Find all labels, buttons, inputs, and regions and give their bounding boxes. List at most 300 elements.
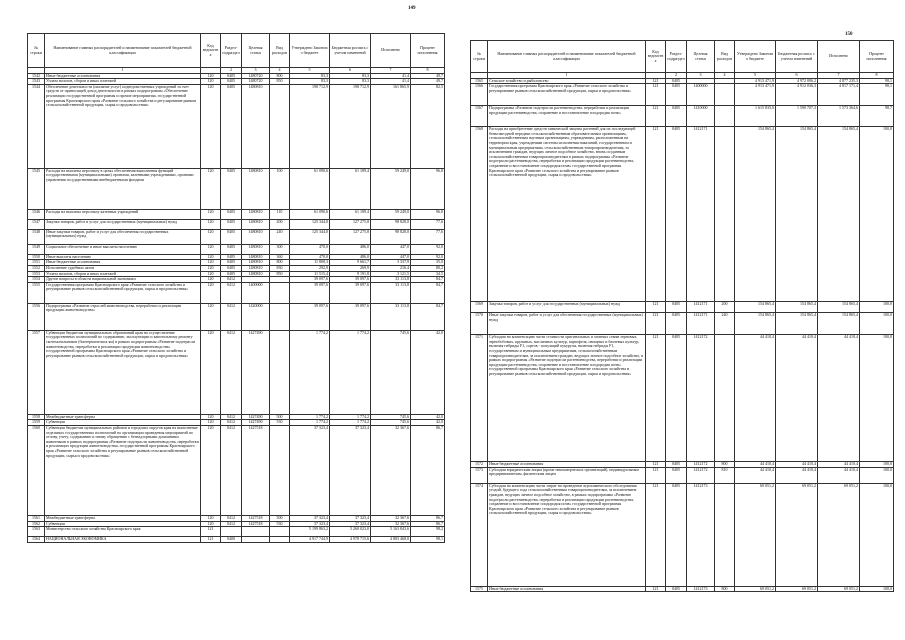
budget-schedule-amount: 69 051,2	[776, 483, 818, 586]
department-code: 120	[201, 425, 221, 515]
department-code: 120	[201, 254, 221, 260]
target-article-code: 1427518	[242, 515, 270, 521]
section-code: 0405	[666, 106, 687, 127]
department-code: 120	[201, 420, 221, 426]
execution-percent: 100,0	[860, 302, 894, 313]
row-number: 1569	[471, 302, 488, 313]
execution-percent: 92,0	[411, 244, 445, 254]
index-cell: 7	[818, 73, 860, 79]
approved-amount: 44 410,4	[735, 467, 776, 483]
index-cell: 3	[687, 73, 715, 79]
department-code: 121	[646, 78, 666, 84]
expense-type-code: 110	[270, 209, 290, 219]
budget-table	[27, 33, 445, 543]
index-cell: 6	[776, 73, 818, 79]
department-code: 120	[201, 414, 221, 420]
executed-amount: 4 817 171,4	[818, 84, 860, 106]
row-name: Иные бюджетные ассигнования	[488, 462, 646, 468]
budget-schedule-amount: 37 323,4	[330, 521, 371, 527]
row-number: 1556	[28, 303, 45, 330]
section-code: 0412	[221, 420, 242, 426]
expense-type-code: 800	[270, 260, 290, 266]
page-number: 150	[845, 32, 853, 37]
target-article-code: 1412171	[687, 127, 715, 302]
index-cell: 1	[488, 73, 646, 79]
index-cell: 5	[735, 73, 776, 79]
expense-type-code: 300	[270, 244, 290, 254]
table-row	[28, 209, 445, 219]
expense-type-code: 500	[270, 414, 290, 420]
section-code: 0405	[221, 84, 242, 168]
executed-amount: 32 367,6	[371, 515, 411, 521]
header-cell: № строки	[471, 41, 488, 73]
executed-amount: 447,0	[371, 244, 411, 254]
header-cell: Бюджетная роспись с учетом изменений	[776, 41, 818, 73]
target-article-code: 1412173	[687, 483, 715, 586]
budget-schedule-amount: 61 189,4	[330, 168, 371, 209]
execution-percent: 100,0	[860, 483, 894, 586]
table-row	[471, 313, 894, 335]
budget-schedule-amount: 154 865,4	[776, 127, 818, 302]
index-cell: 5	[290, 68, 330, 74]
expense-type-code: 500	[270, 515, 290, 521]
budget-schedule-amount: 61 189,4	[330, 209, 371, 219]
expense-type-code	[270, 330, 290, 414]
section-code: 0405	[666, 335, 687, 462]
department-code: 120	[201, 271, 221, 277]
executed-amount: 216,4	[371, 265, 411, 271]
section-code: 0412	[221, 277, 242, 283]
expense-type-code: 800	[270, 73, 290, 79]
approved-amount: 37 323,4	[290, 425, 330, 515]
department-code: 121	[646, 106, 666, 127]
executed-amount: 32 367,6	[371, 425, 411, 515]
row-number: 1554	[28, 277, 45, 283]
execution-percent: 100,0	[860, 586, 894, 592]
expense-type-code: 810	[715, 467, 735, 483]
approved-amount: 4 917 744,9	[290, 537, 330, 543]
target-article-code: 1480810	[242, 260, 270, 266]
execution-percent: 100,0	[860, 467, 894, 483]
department-code: 121	[646, 335, 666, 462]
expense-type-code: 530	[270, 521, 290, 527]
department-code: 120	[201, 219, 221, 229]
expense-type-code: 530	[270, 420, 290, 426]
section-code: 0405	[221, 73, 242, 79]
department-code: 121	[646, 84, 666, 106]
section-code: 0412	[221, 303, 242, 330]
row-name: Государственная программа Красноярского края «Развитие сельского хозяйства и регулирование рынков сельскохозяйственной продукции, сырья и продовольствия»	[45, 282, 201, 303]
table-row	[28, 229, 445, 244]
approved-amount: 44 410,4	[735, 335, 776, 462]
section-code: 0412	[221, 330, 242, 414]
execution-percent: 98,2	[411, 527, 445, 537]
target-article-code: 1427518	[242, 425, 270, 515]
table-row	[471, 467, 894, 483]
executed-amount: 745,6	[371, 420, 411, 426]
row-name: НАЦИОНАЛЬНАЯ ЭКОНОМИКА	[45, 537, 201, 543]
execution-percent: 100,0	[860, 313, 894, 335]
table-row	[471, 127, 894, 302]
budget-schedule-amount: 5 260 023,0	[330, 527, 371, 537]
approved-amount: 61 090,6	[290, 209, 330, 219]
department-code: 120	[201, 209, 221, 219]
section-code: 0405	[666, 467, 687, 483]
row-number: 1562	[28, 521, 45, 527]
row-name: Уплата налогов, сборов и иных платежей	[45, 79, 201, 85]
budget-schedule-amount: 39 097,6	[330, 282, 371, 303]
header-cell: Процент исполнения	[411, 34, 445, 68]
budget-schedule-amount: 1 774,2	[330, 414, 371, 420]
expense-type-code	[270, 84, 290, 168]
approved-amount: 37 323,4	[290, 521, 330, 527]
row-name: Подпрограмма «Развитие подотрасли растениеводства, переработки и реализации продукции растениеводства, сохранение и восстановление плодородия почв»	[488, 106, 646, 127]
target-article-code: 1412172	[687, 335, 715, 462]
expense-type-code: 800	[715, 586, 735, 592]
budget-schedule-amount: 4 912 036,3	[776, 84, 818, 106]
approved-amount: 44 410,4	[735, 462, 776, 468]
row-name: Закупка товаров, работ и услуг для государственных (муниципальных) нужд	[45, 219, 201, 229]
row-number: 1566	[471, 84, 488, 106]
index-cell: 4	[270, 68, 290, 74]
table-row	[471, 106, 894, 127]
execution-percent: 49,7	[411, 79, 445, 85]
execution-percent: 84,7	[411, 303, 445, 330]
index-cell: 8	[411, 68, 445, 74]
executed-amount: 98 828,0	[371, 229, 411, 244]
approved-amount: 37 323,4	[290, 515, 330, 521]
index-cell: 2	[666, 73, 687, 79]
row-name: Межбюджетные трансферты	[45, 515, 201, 521]
budget-schedule-amount: 1 774,2	[330, 330, 371, 414]
target-article-code: 1480720	[242, 73, 270, 79]
row-number: 1575	[471, 586, 488, 592]
target-article-code: 1400000	[687, 84, 715, 106]
target-article-code	[242, 537, 270, 543]
section-code: 0405	[666, 78, 687, 84]
header-cell: Вид расходов	[270, 34, 290, 68]
department-code: 121	[646, 462, 666, 468]
target-article-code: 1412171	[687, 313, 715, 335]
expense-type-code	[270, 537, 290, 543]
target-article-code: 1420000	[242, 303, 270, 330]
execution-percent: 82,5	[411, 84, 445, 168]
expense-type-code	[715, 483, 735, 586]
header-cell: Процент исполнения	[860, 41, 894, 73]
row-name: Иные выплаты населению	[45, 254, 201, 260]
approved-amount: 1 774,2	[290, 420, 330, 426]
table-row	[471, 483, 894, 586]
row-number: 1552	[28, 265, 45, 271]
row-number: 1558	[28, 414, 45, 420]
department-code: 120	[201, 84, 221, 168]
execution-percent: 100,0	[860, 127, 894, 302]
budget-schedule-amount: 4 972 006,2	[776, 78, 818, 84]
index-cell: 2	[221, 68, 242, 74]
target-article-code: 1480810	[242, 265, 270, 271]
table-row	[28, 282, 445, 303]
approved-amount: 61 090,6	[290, 168, 330, 209]
execution-percent: 77,6	[411, 229, 445, 244]
execution-percent: 98,7	[860, 106, 894, 127]
department-code: 120	[201, 515, 221, 521]
department-code: 121	[646, 586, 666, 592]
row-number: 1570	[471, 313, 488, 335]
approved-amount: 1 615 835,0	[735, 106, 776, 127]
header-cell: Целевая статья	[687, 41, 715, 73]
execution-percent: 42,0	[411, 330, 445, 414]
row-name: Иные закупки товаров, работ и услуг для обеспечения государственных (муниципальных) нужд	[45, 229, 201, 244]
execution-percent: 42,0	[411, 414, 445, 420]
executed-amount: 98 828,0	[371, 219, 411, 229]
table-row	[28, 330, 445, 414]
executed-amount: 59 249,0	[371, 168, 411, 209]
table-header-row	[471, 41, 894, 73]
table-row	[28, 425, 445, 515]
approved-amount: 1 774,2	[290, 414, 330, 420]
section-code: 0405	[666, 302, 687, 313]
table-row	[471, 586, 894, 592]
row-number: 1572	[471, 462, 488, 468]
department-code: 121	[201, 527, 221, 537]
row-number: 1547	[28, 219, 45, 229]
header-cell: № строки	[28, 34, 45, 68]
section-code: 0405	[221, 219, 242, 229]
row-name: Министерство сельского хозяйства Красноярского края	[45, 527, 201, 537]
approved-amount: 39 097,6	[290, 277, 330, 283]
budget-schedule-amount: 1 774,2	[330, 420, 371, 426]
target-article-code: 1412172	[687, 467, 715, 483]
section-code: 0405	[666, 127, 687, 302]
row-name: Иные бюджетные ассигнования	[488, 586, 646, 592]
budget-schedule-amount: 198 712,9	[330, 84, 371, 168]
budget-schedule-amount: 127 275,8	[330, 219, 371, 229]
row-number: 1548	[28, 229, 45, 244]
approved-amount: 5 199 863,2	[290, 527, 330, 537]
approved-amount: 292,9	[290, 265, 330, 271]
row-name: Иные бюджетные ассигнования	[45, 260, 201, 266]
department-code: 120	[201, 260, 221, 266]
target-article-code: 1480810	[242, 84, 270, 168]
row-number: 1561	[28, 515, 45, 521]
section-code: 0400	[221, 537, 242, 543]
executed-amount: 745,6	[371, 330, 411, 414]
target-article-code: 1427490	[242, 420, 270, 426]
executed-amount: 44 410,4	[818, 467, 860, 483]
expense-type-code: 800	[715, 462, 735, 468]
target-article-code: 1480810	[242, 244, 270, 254]
index-cell: 6	[330, 68, 371, 74]
executed-amount: 154 865,4	[818, 313, 860, 335]
department-code: 120	[201, 330, 221, 414]
executed-amount: 745,6	[371, 414, 411, 420]
executed-amount: 41,4	[371, 73, 411, 79]
department-code: 120	[201, 168, 221, 209]
row-number: 1565	[471, 78, 488, 84]
target-article-code	[242, 527, 270, 537]
row-name: Расходы на выплаты персоналу казенных учреждений	[45, 209, 201, 219]
expense-type-code: 850	[270, 79, 290, 85]
section-code: 0405	[666, 586, 687, 592]
row-number: 1550	[28, 254, 45, 260]
approved-amount: 154 865,4	[735, 313, 776, 335]
execution-percent: 100,0	[860, 462, 894, 468]
row-name: Уплата налогов, сборов и иных платежей	[45, 271, 201, 277]
right-page	[455, 0, 905, 640]
header-cell: Бюджетная роспись с учетом изменений	[330, 34, 371, 68]
executed-amount: 33 113,8	[371, 282, 411, 303]
table-row	[28, 537, 445, 543]
approved-amount: 11 808,3	[290, 260, 330, 266]
expense-type-code	[270, 527, 290, 537]
approved-amount: 470,0	[290, 254, 330, 260]
row-name: Субвенции	[45, 420, 201, 426]
target-article-code: 1412171	[687, 302, 715, 313]
expense-type-code	[715, 335, 735, 462]
executed-amount: 69 051,2	[818, 483, 860, 586]
header-cell: Утверждено Законом о бюджете	[735, 41, 776, 73]
row-number: 1549	[28, 244, 45, 254]
execution-percent: 35,0	[411, 260, 445, 266]
executed-amount: 33 113,8	[371, 303, 411, 330]
department-code: 120	[201, 244, 221, 254]
department-code: 120	[201, 303, 221, 330]
budget-schedule-amount: 486,0	[330, 254, 371, 260]
budget-schedule-amount: 44 410,4	[776, 335, 818, 462]
execution-percent: 92,0	[411, 254, 445, 260]
section-code: 0405	[221, 254, 242, 260]
budget-table	[470, 40, 894, 592]
header-cell: Исполнено	[818, 41, 860, 73]
expense-type-code: 100	[270, 168, 290, 209]
row-number: 1543	[28, 79, 45, 85]
row-name: Субвенции бюджетам муниципальных образований края на осуществление государственных полномочий по содержанию, эксплуатации и капитальному ремонту скотомогильников (биотермических ям) в рамках подпрограммы «Развитие подотрасли животноводства, переработки и реализации продукции животноводства» государственной программы Красноярского края «Развитие сельского хозяйства и регулирование рынков сельскохозяйственной продукции, сырья и продовольствия»	[45, 330, 201, 414]
row-name: Сельское хозяйство и рыболовство	[488, 78, 646, 84]
execution-percent: 98,1	[860, 84, 894, 106]
executed-amount: 59 249,0	[371, 209, 411, 219]
target-article-code: 1480810	[242, 271, 270, 277]
row-name: Иные закупки товаров, работ и услуг для обеспечения государственных (муниципальных) нужд	[488, 313, 646, 335]
header-cell: Раздел-подраздел	[221, 34, 242, 68]
section-code: 0412	[221, 521, 242, 527]
target-article-code: 1400000	[242, 282, 270, 303]
approved-amount: 69 051,2	[735, 586, 776, 592]
row-number: 1574	[471, 483, 488, 586]
expense-type-code	[715, 84, 735, 106]
budget-schedule-amount: 83,3	[330, 79, 371, 85]
execution-percent: 86,7	[411, 521, 445, 527]
target-article-code: 1480810	[242, 229, 270, 244]
executed-amount: 44 410,4	[818, 335, 860, 462]
approved-amount: 198 712,9	[290, 84, 330, 168]
expense-type-code	[270, 303, 290, 330]
department-code: 121	[646, 467, 666, 483]
expense-type-code: 360	[270, 254, 290, 260]
target-article-code: 1480810	[242, 168, 270, 209]
execution-percent: 84,7	[411, 282, 445, 303]
department-code: 120	[201, 229, 221, 244]
table-row	[28, 527, 445, 537]
target-article-code: 1480810	[242, 254, 270, 260]
execution-percent: 100,0	[860, 335, 894, 462]
header-cell: Исполнено	[371, 34, 411, 68]
approved-amount: 154 865,4	[735, 302, 776, 313]
execution-percent: 80,2	[411, 265, 445, 271]
department-code: 121	[646, 302, 666, 313]
section-code: 0412	[221, 282, 242, 303]
index-cell: 4	[715, 73, 735, 79]
department-code: 120	[201, 73, 221, 79]
approved-amount: 39 097,6	[290, 303, 330, 330]
approved-amount: 83,3	[290, 73, 330, 79]
section-code: 0405	[666, 462, 687, 468]
row-name: Субвенции бюджетам муниципальных районов и городских округов края на выполнение отдельных государственных полномочий по организации проведения мероприятий по отлову, учету, содержанию и иному обращению с безнадзорными домашними животными в рамках подпрограммы «Развитие подотрасли животноводства, переработки и реализации продукции животноводства» государственной программы Красноярского края «Развитие сельского хозяйства и регулирование рынков сельскохозяйственной продукции, сырья и продовольствия»	[45, 425, 201, 515]
execution-percent: 49,7	[411, 73, 445, 79]
execution-percent: 77,6	[411, 219, 445, 229]
budget-schedule-amount: 486,0	[330, 244, 371, 254]
executed-amount: 3 337,9	[371, 260, 411, 266]
row-number: 1564	[28, 537, 45, 543]
section-code: 0405	[221, 229, 242, 244]
table-row	[471, 335, 894, 462]
target-article-code: 1412173	[687, 586, 715, 592]
section-code: 0405	[666, 483, 687, 586]
row-name: Иные бюджетные ассигнования	[45, 73, 201, 79]
row-name: Субвенции	[45, 521, 201, 527]
expense-type-code: 240	[270, 229, 290, 244]
execution-percent: 86,7	[411, 425, 445, 515]
expense-type-code: 200	[270, 219, 290, 229]
section-code: 0405	[221, 265, 242, 271]
table-row	[28, 168, 445, 209]
row-name: Расходы на приобретение средств химической защиты растений для их последующей безвозмездной передачи сельскохозяйственным образовательным организациям, сельскохозяйственным научным организациям, учреждениям, расположенным на территории края, учреждениям системы исполнения наказаний, государственным и муниципальным предприятиям, сельскохозяйственным товаропроизводителям, за исключением граждан, ведущих личное подсобное хозяйство, вновь созданным сельскохозяйственным товаропроизводителям в рамках подпрограммы «Развитие подотрасли растениеводства, переработки и реализации продукции растениеводства, сохранение и восстановление плодородия почв» государственной программы Красноярского края «Развитие сельского хозяйства и регулирование рынков сельскохозяйственной продукции, сырья и продовольствия»	[488, 127, 646, 302]
budget-schedule-amount: 37 323,4	[330, 515, 371, 521]
expense-type-code: 850	[270, 271, 290, 277]
approved-amount: 4 913 471,9	[735, 78, 776, 84]
section-code	[221, 527, 242, 537]
row-number: 1571	[471, 335, 488, 462]
table-row	[471, 84, 894, 106]
row-name: Обеспечение деятельности (оказание услуг) подведомственных учреждений за счет средств от приносящей доход деятельности в рамках подпрограммы «Обеспечение реализации государственной программы и прочие мероприятия» государственной программы Красноярского края «Развитие сельского хозяйства и регулирование рынков сельскохозяйственной продукции, сырья и продовольствия»	[45, 84, 201, 168]
expense-type-code	[270, 425, 290, 515]
budget-schedule-amount: 44 410,4	[776, 467, 818, 483]
row-number: 1555	[28, 282, 45, 303]
executed-amount: 41,4	[371, 79, 411, 85]
section-code: 0405	[666, 84, 687, 106]
table-row	[28, 244, 445, 254]
row-name: Субсидии юридическим лицам (кроме некоммерческих организаций), индивидуальным предпринимателям, физическим лицам	[488, 467, 646, 483]
header-cell: Код ведомства	[646, 41, 666, 73]
row-name: Подпрограмма «Развитие отраслей животноводства, переработки и реализации продукции животноводства»	[45, 303, 201, 330]
row-name: Субсидии на компенсацию части затрат на проведение агрохимического обследования угодий, будущего года сельскохозяйственным товаропроизводителям, за исключением граждан, ведущих личное подсобное хозяйство, в рамках подпрограммы «Развитие подотрасли растениеводства, переработки и реализации продукции растениеводства, сохранение и восстановление плодородия почв» государственной программы Красноярского края «Развитие сельского хозяйства и регулирование рынков сельскохозяйственной продукции, сырья и продовольствия»	[488, 483, 646, 586]
header-cell: Раздел-подраздел	[666, 41, 687, 73]
row-number: 1563	[28, 527, 45, 537]
department-code: 120	[201, 282, 221, 303]
row-number: 1544	[28, 84, 45, 168]
row-number: 1560	[28, 425, 45, 515]
execution-percent: 84,7	[411, 277, 445, 283]
row-number: 1542	[28, 73, 45, 79]
section-code: 0412	[221, 414, 242, 420]
executed-amount: 33 113,8	[371, 277, 411, 283]
executed-amount: 4 877 235,3	[818, 78, 860, 84]
row-name: Межбюджетные трансферты	[45, 414, 201, 420]
target-article-code: 1480810	[242, 219, 270, 229]
section-code: 0405	[666, 313, 687, 335]
index-cell: 1	[45, 68, 201, 74]
row-number: 1557	[28, 330, 45, 414]
expense-type-code: 240	[715, 313, 735, 335]
